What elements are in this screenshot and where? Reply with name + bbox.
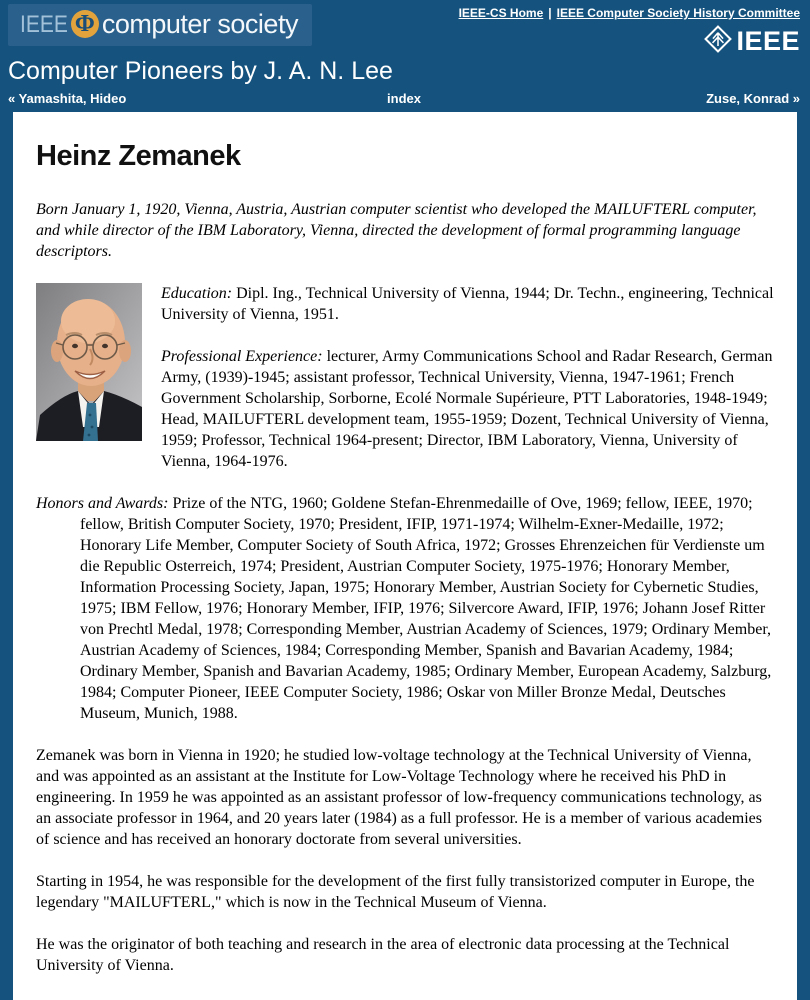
- bio-block: [36, 283, 775, 472]
- history-committee-link[interactable]: IEEE Computer Society History Committee: [556, 6, 800, 20]
- bio-paragraph-3: He was the originator of both teaching and research in the area of electronic data processing at the Technical University of Vienna.: [36, 935, 730, 974]
- education-text: Dipl. Ing., Technical University of Vienna, 1944; Dr. Techn., engineering, Technical University of Vienna, 1951.: [161, 284, 774, 323]
- bio-paragraph-2: Starting in 1954, he was responsible for the development of the first fully transistorized computer in Europe, the legendary "MAILUFTERL," which is now in the Technical Museum of Vienna.: [36, 872, 755, 911]
- honors-label: Honors and Awards:: [36, 494, 169, 512]
- honors-text: Prize of the NTG, 1960; Goldene Stefan-Ehrenmedaille of Ove, 1969; fellow, IEEE, 1970; fellow, British Computer Society, 1970; President, IFIP, 1971-1974; Wilhelm-Exner-Medaille, 1972; Honorary Life Member, Computer Society of South Africa, 1972; Grosses Ehrenzeichen für Verdienste um die Republic Osterreich, 1974; President, Austrian Computer Society, 1975-1976; Honorary Member, Information Processing Society, Japan, 1975; Honorary Member, Austrian Society for Cybernetic Studies, 1975; IBM Fellow, 1976; Honorary Member, IFIP, 1976; Silvercore Award, IFIP, 1976; Johann Josef Ritter von Prechtl Medal, 1978; Corresponding Member, Austrian Academy of Sciences, 1979; Ordinary Member, Austrian Academy of Sciences, 1984; Corresponding Member, Spanish and Bavarian Academy, 1984; Ordinary Member, Spanish and Bavarian Academy, 1985; Ordinary Member, European Academy, Salzburg, 1984; Computer Pioneer, IEEE Computer Society, 1986; Oskar von Miller Bronze Medal, Deutsches Museum, Munich, 1988.: [80, 494, 772, 722]
- experience-label: Professional Experience:: [161, 347, 323, 365]
- ieee-brand-logo[interactable]: [704, 25, 800, 58]
- experience-paragraph: [161, 346, 775, 472]
- education-paragraph: [161, 283, 775, 325]
- site-header: [0, 0, 810, 112]
- links-separator: |: [548, 6, 552, 20]
- biography-paragraphs: [36, 745, 775, 976]
- intro-paragraph: Born January 1, 1920, Vienna, Austria, Austrian computer scientist who developed the MAILUFTERL computer, and while director of the IBM Laboratory, Vienna, directed the development of formal programming language descriptors.: [36, 200, 757, 260]
- next-pioneer-link[interactable]: Zuse, Konrad »: [706, 90, 800, 106]
- prev-pioneer-link[interactable]: « Yamashita, Hideo: [8, 90, 127, 106]
- header-right: [459, 4, 800, 58]
- pioneer-name-heading: Heinz Zemanek: [36, 139, 241, 172]
- ieee-diamond-icon: [704, 25, 732, 58]
- portrait-photo: [36, 283, 142, 472]
- header-top-row: [0, 0, 810, 56]
- ieee-cs-logo-ieee-text: IEEE: [20, 10, 68, 38]
- education-label: Education:: [161, 284, 233, 302]
- ieee-cs-logo[interactable]: [8, 4, 312, 46]
- article-content: [13, 112, 797, 1000]
- index-link[interactable]: index: [387, 90, 421, 106]
- page-title: Computer Pioneers by J. A. N. Lee: [8, 57, 393, 85]
- ieee-cs-logo-society-text: computer society: [101, 8, 298, 39]
- ieee-cs-phi-icon: Φ: [71, 10, 99, 38]
- honors-paragraph: [36, 493, 775, 724]
- ieee-cs-home-link[interactable]: IEEE-CS Home: [458, 6, 544, 20]
- pioneer-nav: [0, 88, 810, 112]
- top-links: [459, 6, 800, 20]
- bio-paragraph-1: Zemanek was born in Vienna in 1920; he studied low-voltage technology at the Technical University of Vienna, and was appointed as an assistant at the Institute for Low-Voltage Technology where he received his PhD in engineering. In 1959 he was appointed as an assistant professor of low-frequency communications technology, as an associate professor in 1964, and 20 years later (1984) as a full professor. He is a member of various academies of science and has received an honorary doctorate from several universities.: [36, 746, 762, 848]
- bio-text-column: [161, 283, 775, 472]
- experience-text: lecturer, Army Communications School and Radar Research, German Army, (1939)-1945; assistant professor, Technical University, Vienna, 1947-1961; French Government Scholarship, Sorborne, Ecolé Normale Supérieure, PTT Laboratories, 1948-1949; Head, MAILUFTERL development team, 1955-1959; Dozent, Technical University of Vienna, 1959; Professor, Technical 1964-present; Director, IBM Laboratory, Vienna, University of Vienna, 1964-1976.: [161, 347, 773, 470]
- ieee-brand-text: IEEE: [736, 26, 800, 56]
